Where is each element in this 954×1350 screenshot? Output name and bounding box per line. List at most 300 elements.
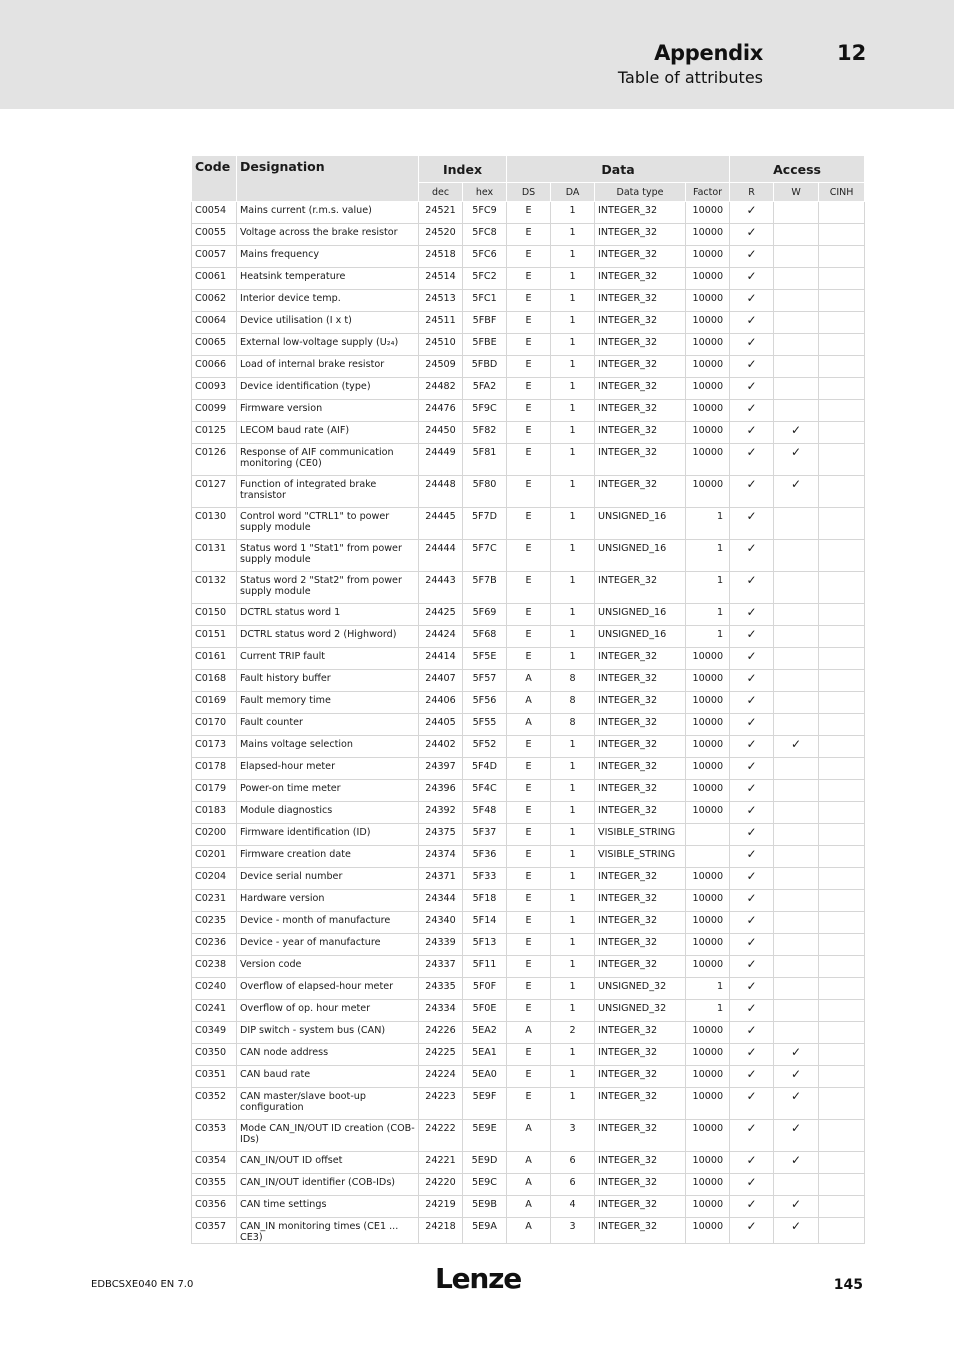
cell-hex: 5F7D bbox=[463, 508, 507, 540]
cell-access-cinh bbox=[819, 356, 865, 378]
cell-hex: 5E9F bbox=[463, 1088, 507, 1120]
cell-factor: 10000 bbox=[686, 802, 730, 824]
cell-factor: 10000 bbox=[686, 1196, 730, 1218]
table-row bbox=[192, 714, 865, 736]
cell-factor: 10000 bbox=[686, 312, 730, 334]
table-row bbox=[192, 1066, 865, 1088]
table-row bbox=[192, 670, 865, 692]
cell-access-w: ✓ bbox=[774, 736, 819, 758]
table-row bbox=[192, 626, 865, 648]
cell-access-w: ✓ bbox=[774, 1066, 819, 1088]
cell-access-cinh bbox=[819, 572, 865, 604]
cell-ds: E bbox=[507, 1066, 551, 1088]
cell-designation: Power-on time meter bbox=[237, 780, 419, 802]
cell-access-r: ✓ bbox=[730, 1000, 774, 1022]
cell-ds: E bbox=[507, 572, 551, 604]
cell-access-r: ✓ bbox=[730, 1152, 774, 1174]
cell-access-cinh bbox=[819, 422, 865, 444]
cell-da: 1 bbox=[551, 604, 595, 626]
cell-access-w bbox=[774, 1174, 819, 1196]
cell-code: C0055 bbox=[192, 224, 237, 246]
cell-ds: E bbox=[507, 268, 551, 290]
cell-code: C0170 bbox=[192, 714, 237, 736]
cell-access-w: ✓ bbox=[774, 1120, 819, 1152]
cell-factor: 10000 bbox=[686, 268, 730, 290]
cell-factor: 1 bbox=[686, 1000, 730, 1022]
cell-access-r: ✓ bbox=[730, 868, 774, 890]
cell-access-cinh bbox=[819, 824, 865, 846]
cell-ds: A bbox=[507, 1152, 551, 1174]
header-da: DA bbox=[551, 183, 595, 202]
cell-access-w bbox=[774, 934, 819, 956]
table-row bbox=[192, 692, 865, 714]
cell-access-r: ✓ bbox=[730, 978, 774, 1000]
cell-datatype: INTEGER_32 bbox=[595, 476, 686, 508]
cell-designation: Mains voltage selection bbox=[237, 736, 419, 758]
cell-access-cinh bbox=[819, 1120, 865, 1152]
cell-access-w: ✓ bbox=[774, 1152, 819, 1174]
cell-hex: 5FC1 bbox=[463, 290, 507, 312]
cell-access-cinh bbox=[819, 400, 865, 422]
cell-access-cinh bbox=[819, 476, 865, 508]
cell-hex: 5FBD bbox=[463, 356, 507, 378]
cell-code: C0231 bbox=[192, 890, 237, 912]
cell-designation: Fault history buffer bbox=[237, 670, 419, 692]
cell-access-cinh bbox=[819, 1088, 865, 1120]
cell-hex: 5FBF bbox=[463, 312, 507, 334]
cell-dec: 24402 bbox=[419, 736, 463, 758]
cell-access-cinh bbox=[819, 444, 865, 476]
cell-designation: CAN baud rate bbox=[237, 1066, 419, 1088]
cell-factor: 10000 bbox=[686, 758, 730, 780]
header-factor: Factor bbox=[686, 183, 730, 202]
cell-factor: 1 bbox=[686, 508, 730, 540]
cell-access-w bbox=[774, 714, 819, 736]
cell-da: 1 bbox=[551, 868, 595, 890]
cell-factor: 10000 bbox=[686, 736, 730, 758]
cell-access-r: ✓ bbox=[730, 1120, 774, 1152]
cell-dec: 24226 bbox=[419, 1022, 463, 1044]
cell-da: 1 bbox=[551, 400, 595, 422]
cell-designation: Control word "CTRL1" to power supply module bbox=[237, 508, 419, 540]
cell-ds: E bbox=[507, 476, 551, 508]
cell-ds: E bbox=[507, 378, 551, 400]
cell-dec: 24374 bbox=[419, 846, 463, 868]
cell-da: 1 bbox=[551, 444, 595, 476]
cell-code: C0201 bbox=[192, 846, 237, 868]
table-row bbox=[192, 978, 865, 1000]
cell-designation: Device - month of manufacture bbox=[237, 912, 419, 934]
cell-factor: 10000 bbox=[686, 714, 730, 736]
cell-factor: 10000 bbox=[686, 670, 730, 692]
table-row bbox=[192, 572, 865, 604]
cell-datatype: INTEGER_32 bbox=[595, 1174, 686, 1196]
cell-ds: E bbox=[507, 290, 551, 312]
cell-access-cinh bbox=[819, 846, 865, 868]
cell-datatype: INTEGER_32 bbox=[595, 444, 686, 476]
cell-datatype: INTEGER_32 bbox=[595, 912, 686, 934]
lenze-logo: Lenze bbox=[435, 1262, 522, 1295]
cell-code: C0238 bbox=[192, 956, 237, 978]
cell-hex: 5EA1 bbox=[463, 1044, 507, 1066]
cell-da: 8 bbox=[551, 692, 595, 714]
cell-datatype: INTEGER_32 bbox=[595, 1022, 686, 1044]
cell-factor: 10000 bbox=[686, 934, 730, 956]
cell-da: 1 bbox=[551, 378, 595, 400]
cell-hex: 5F0E bbox=[463, 1000, 507, 1022]
cell-dec: 24443 bbox=[419, 572, 463, 604]
cell-designation: CAN_IN/OUT identifier (COB-IDs) bbox=[237, 1174, 419, 1196]
cell-designation: LECOM baud rate (AIF) bbox=[237, 422, 419, 444]
cell-access-cinh bbox=[819, 540, 865, 572]
cell-access-cinh bbox=[819, 692, 865, 714]
cell-access-w bbox=[774, 648, 819, 670]
cell-hex: 5F4C bbox=[463, 780, 507, 802]
cell-access-cinh bbox=[819, 604, 865, 626]
cell-code: C0178 bbox=[192, 758, 237, 780]
cell-ds: E bbox=[507, 1044, 551, 1066]
header-code: Code bbox=[192, 156, 237, 202]
cell-ds: A bbox=[507, 692, 551, 714]
cell-access-r: ✓ bbox=[730, 1196, 774, 1218]
cell-designation: Voltage across the brake resistor bbox=[237, 224, 419, 246]
cell-datatype: UNSIGNED_16 bbox=[595, 626, 686, 648]
cell-dec: 24375 bbox=[419, 824, 463, 846]
cell-ds: E bbox=[507, 540, 551, 572]
cell-access-r: ✓ bbox=[730, 604, 774, 626]
cell-access-w bbox=[774, 224, 819, 246]
cell-da: 1 bbox=[551, 956, 595, 978]
cell-ds: A bbox=[507, 1120, 551, 1152]
cell-access-r: ✓ bbox=[730, 956, 774, 978]
cell-factor: 10000 bbox=[686, 202, 730, 224]
cell-datatype: INTEGER_32 bbox=[595, 312, 686, 334]
cell-datatype: INTEGER_32 bbox=[595, 268, 686, 290]
cell-da: 1 bbox=[551, 356, 595, 378]
cell-hex: 5F55 bbox=[463, 714, 507, 736]
cell-designation: Module diagnostics bbox=[237, 802, 419, 824]
cell-dec: 24449 bbox=[419, 444, 463, 476]
cell-da: 8 bbox=[551, 714, 595, 736]
table-row bbox=[192, 802, 865, 824]
table-row bbox=[192, 290, 865, 312]
cell-access-r: ✓ bbox=[730, 268, 774, 290]
cell-code: C0235 bbox=[192, 912, 237, 934]
cell-dec: 24344 bbox=[419, 890, 463, 912]
cell-access-r: ✓ bbox=[730, 890, 774, 912]
cell-dec: 24450 bbox=[419, 422, 463, 444]
cell-da: 1 bbox=[551, 758, 595, 780]
cell-factor: 10000 bbox=[686, 1218, 730, 1244]
cell-access-r: ✓ bbox=[730, 476, 774, 508]
cell-designation: CAN node address bbox=[237, 1044, 419, 1066]
cell-access-w bbox=[774, 290, 819, 312]
cell-datatype: INTEGER_32 bbox=[595, 572, 686, 604]
cell-datatype: INTEGER_32 bbox=[595, 648, 686, 670]
cell-da: 1 bbox=[551, 648, 595, 670]
cell-da: 1 bbox=[551, 934, 595, 956]
cell-da: 3 bbox=[551, 1120, 595, 1152]
cell-access-w bbox=[774, 846, 819, 868]
cell-datatype: UNSIGNED_32 bbox=[595, 978, 686, 1000]
cell-factor: 10000 bbox=[686, 1174, 730, 1196]
cell-designation: CAN time settings bbox=[237, 1196, 419, 1218]
header-access: Access bbox=[730, 156, 865, 183]
cell-access-w: ✓ bbox=[774, 1044, 819, 1066]
table-row bbox=[192, 604, 865, 626]
cell-access-cinh bbox=[819, 978, 865, 1000]
cell-designation: Load of internal brake resistor bbox=[237, 356, 419, 378]
cell-code: C0349 bbox=[192, 1022, 237, 1044]
cell-access-r: ✓ bbox=[730, 1044, 774, 1066]
cell-ds: E bbox=[507, 246, 551, 268]
cell-da: 2 bbox=[551, 1022, 595, 1044]
cell-ds: E bbox=[507, 978, 551, 1000]
cell-da: 1 bbox=[551, 572, 595, 604]
cell-access-r: ✓ bbox=[730, 312, 774, 334]
cell-dec: 24511 bbox=[419, 312, 463, 334]
cell-designation: External low-voltage supply (U₂₄) bbox=[237, 334, 419, 356]
cell-dec: 24482 bbox=[419, 378, 463, 400]
cell-da: 1 bbox=[551, 1066, 595, 1088]
cell-hex: 5F0F bbox=[463, 978, 507, 1000]
cell-designation: Firmware creation date bbox=[237, 846, 419, 868]
cell-da: 1 bbox=[551, 736, 595, 758]
attributes-table bbox=[191, 155, 865, 1244]
cell-access-cinh bbox=[819, 670, 865, 692]
cell-factor: 10000 bbox=[686, 692, 730, 714]
cell-dec: 24406 bbox=[419, 692, 463, 714]
cell-da: 1 bbox=[551, 912, 595, 934]
cell-da: 1 bbox=[551, 890, 595, 912]
cell-factor: 1 bbox=[686, 626, 730, 648]
cell-hex: 5F52 bbox=[463, 736, 507, 758]
cell-datatype: INTEGER_32 bbox=[595, 1120, 686, 1152]
header-cinh: CINH bbox=[819, 183, 865, 202]
cell-access-cinh bbox=[819, 780, 865, 802]
cell-datatype: INTEGER_32 bbox=[595, 378, 686, 400]
cell-access-cinh bbox=[819, 626, 865, 648]
cell-factor: 10000 bbox=[686, 1120, 730, 1152]
cell-access-w: ✓ bbox=[774, 422, 819, 444]
cell-access-w: ✓ bbox=[774, 1088, 819, 1120]
cell-da: 1 bbox=[551, 1088, 595, 1120]
cell-access-w bbox=[774, 572, 819, 604]
cell-datatype: INTEGER_32 bbox=[595, 956, 686, 978]
cell-dec: 24514 bbox=[419, 268, 463, 290]
cell-access-cinh bbox=[819, 890, 865, 912]
cell-access-r: ✓ bbox=[730, 714, 774, 736]
cell-ds: E bbox=[507, 444, 551, 476]
cell-code: C0065 bbox=[192, 334, 237, 356]
cell-access-r: ✓ bbox=[730, 912, 774, 934]
cell-designation: CAN master/slave boot-up configuration bbox=[237, 1088, 419, 1120]
cell-designation: Overflow of op. hour meter bbox=[237, 1000, 419, 1022]
cell-da: 1 bbox=[551, 824, 595, 846]
cell-factor: 1 bbox=[686, 604, 730, 626]
cell-da: 1 bbox=[551, 312, 595, 334]
cell-hex: 5F7C bbox=[463, 540, 507, 572]
cell-da: 4 bbox=[551, 1196, 595, 1218]
cell-access-cinh bbox=[819, 1000, 865, 1022]
table-row bbox=[192, 890, 865, 912]
cell-designation: Elapsed-hour meter bbox=[237, 758, 419, 780]
cell-datatype: INTEGER_32 bbox=[595, 422, 686, 444]
cell-code: C0240 bbox=[192, 978, 237, 1000]
table-row bbox=[192, 378, 865, 400]
cell-code: C0350 bbox=[192, 1044, 237, 1066]
cell-access-r: ✓ bbox=[730, 846, 774, 868]
cell-datatype: INTEGER_32 bbox=[595, 758, 686, 780]
cell-da: 1 bbox=[551, 978, 595, 1000]
cell-hex: 5F7B bbox=[463, 572, 507, 604]
header-r: R bbox=[730, 183, 774, 202]
cell-hex: 5F82 bbox=[463, 422, 507, 444]
header-hex: hex bbox=[463, 183, 507, 202]
cell-hex: 5F68 bbox=[463, 626, 507, 648]
cell-ds: E bbox=[507, 846, 551, 868]
page-header bbox=[0, 0, 954, 109]
cell-access-w bbox=[774, 1022, 819, 1044]
cell-access-w bbox=[774, 890, 819, 912]
cell-ds: E bbox=[507, 912, 551, 934]
cell-datatype: INTEGER_32 bbox=[595, 290, 686, 312]
cell-code: C0357 bbox=[192, 1218, 237, 1244]
cell-code: C0241 bbox=[192, 1000, 237, 1022]
cell-factor: 10000 bbox=[686, 868, 730, 890]
cell-factor: 1 bbox=[686, 572, 730, 604]
cell-access-cinh bbox=[819, 1152, 865, 1174]
cell-access-w bbox=[774, 670, 819, 692]
cell-factor: 10000 bbox=[686, 444, 730, 476]
cell-access-cinh bbox=[819, 1066, 865, 1088]
cell-access-r: ✓ bbox=[730, 626, 774, 648]
cell-access-w bbox=[774, 868, 819, 890]
cell-factor: 10000 bbox=[686, 246, 730, 268]
cell-designation: Version code bbox=[237, 956, 419, 978]
cell-access-r: ✓ bbox=[730, 378, 774, 400]
cell-dec: 24397 bbox=[419, 758, 463, 780]
cell-datatype: UNSIGNED_32 bbox=[595, 1000, 686, 1022]
cell-dec: 24392 bbox=[419, 802, 463, 824]
cell-dec: 24224 bbox=[419, 1066, 463, 1088]
cell-hex: 5E9B bbox=[463, 1196, 507, 1218]
cell-code: C0054 bbox=[192, 202, 237, 224]
cell-access-r: ✓ bbox=[730, 824, 774, 846]
cell-designation: Device utilisation (I x t) bbox=[237, 312, 419, 334]
cell-dec: 24335 bbox=[419, 978, 463, 1000]
header-w: W bbox=[774, 183, 819, 202]
cell-datatype: INTEGER_32 bbox=[595, 692, 686, 714]
cell-code: C0132 bbox=[192, 572, 237, 604]
cell-designation: CAN_IN/OUT ID offset bbox=[237, 1152, 419, 1174]
cell-dec: 24334 bbox=[419, 1000, 463, 1022]
cell-factor: 1 bbox=[686, 978, 730, 1000]
cell-factor bbox=[686, 824, 730, 846]
cell-hex: 5F69 bbox=[463, 604, 507, 626]
cell-access-r: ✓ bbox=[730, 692, 774, 714]
cell-hex: 5F33 bbox=[463, 868, 507, 890]
cell-ds: E bbox=[507, 956, 551, 978]
cell-code: C0169 bbox=[192, 692, 237, 714]
cell-hex: 5E9A bbox=[463, 1218, 507, 1244]
table-row bbox=[192, 224, 865, 246]
cell-access-r: ✓ bbox=[730, 1022, 774, 1044]
cell-dec: 24424 bbox=[419, 626, 463, 648]
cell-access-cinh bbox=[819, 934, 865, 956]
cell-code: C0354 bbox=[192, 1152, 237, 1174]
cell-factor: 10000 bbox=[686, 1066, 730, 1088]
cell-hex: 5FC8 bbox=[463, 224, 507, 246]
table-row bbox=[192, 1120, 865, 1152]
cell-access-r: ✓ bbox=[730, 334, 774, 356]
cell-ds: E bbox=[507, 802, 551, 824]
cell-designation: Fault memory time bbox=[237, 692, 419, 714]
cell-access-cinh bbox=[819, 758, 865, 780]
table-row bbox=[192, 1088, 865, 1120]
cell-datatype: VISIBLE_STRING bbox=[595, 846, 686, 868]
cell-dec: 24510 bbox=[419, 334, 463, 356]
cell-dec: 24448 bbox=[419, 476, 463, 508]
cell-code: C0204 bbox=[192, 868, 237, 890]
cell-access-r: ✓ bbox=[730, 224, 774, 246]
cell-da: 1 bbox=[551, 508, 595, 540]
cell-factor: 10000 bbox=[686, 1152, 730, 1174]
table-row bbox=[192, 1000, 865, 1022]
cell-code: C0093 bbox=[192, 378, 237, 400]
cell-access-cinh bbox=[819, 714, 865, 736]
cell-dec: 24218 bbox=[419, 1218, 463, 1244]
cell-dec: 24219 bbox=[419, 1196, 463, 1218]
cell-hex: 5F9C bbox=[463, 400, 507, 422]
cell-dec: 24223 bbox=[419, 1088, 463, 1120]
section-subtitle: Table of attributes bbox=[617, 68, 763, 87]
cell-dec: 24509 bbox=[419, 356, 463, 378]
cell-designation: Overflow of elapsed-hour meter bbox=[237, 978, 419, 1000]
cell-code: C0353 bbox=[192, 1120, 237, 1152]
cell-hex: 5FBE bbox=[463, 334, 507, 356]
cell-ds: E bbox=[507, 758, 551, 780]
table-row bbox=[192, 540, 865, 572]
cell-hex: 5F81 bbox=[463, 444, 507, 476]
cell-datatype: INTEGER_32 bbox=[595, 736, 686, 758]
cell-ds: E bbox=[507, 224, 551, 246]
cell-hex: 5F14 bbox=[463, 912, 507, 934]
cell-da: 1 bbox=[551, 626, 595, 648]
cell-code: C0355 bbox=[192, 1174, 237, 1196]
cell-datatype: INTEGER_32 bbox=[595, 890, 686, 912]
cell-hex: 5E9E bbox=[463, 1120, 507, 1152]
cell-hex: 5F11 bbox=[463, 956, 507, 978]
cell-hex: 5FA2 bbox=[463, 378, 507, 400]
cell-hex: 5F80 bbox=[463, 476, 507, 508]
header-ds: DS bbox=[507, 183, 551, 202]
cell-factor: 10000 bbox=[686, 334, 730, 356]
cell-da: 1 bbox=[551, 224, 595, 246]
cell-designation: Fault counter bbox=[237, 714, 419, 736]
cell-da: 1 bbox=[551, 246, 595, 268]
table-row bbox=[192, 444, 865, 476]
cell-access-cinh bbox=[819, 1196, 865, 1218]
cell-code: C0125 bbox=[192, 422, 237, 444]
cell-factor: 10000 bbox=[686, 400, 730, 422]
table-row bbox=[192, 780, 865, 802]
cell-dec: 24340 bbox=[419, 912, 463, 934]
cell-hex: 5FC2 bbox=[463, 268, 507, 290]
cell-designation: Mode CAN_IN/OUT ID creation (COB-IDs) bbox=[237, 1120, 419, 1152]
cell-designation: Mains frequency bbox=[237, 246, 419, 268]
cell-access-cinh bbox=[819, 868, 865, 890]
